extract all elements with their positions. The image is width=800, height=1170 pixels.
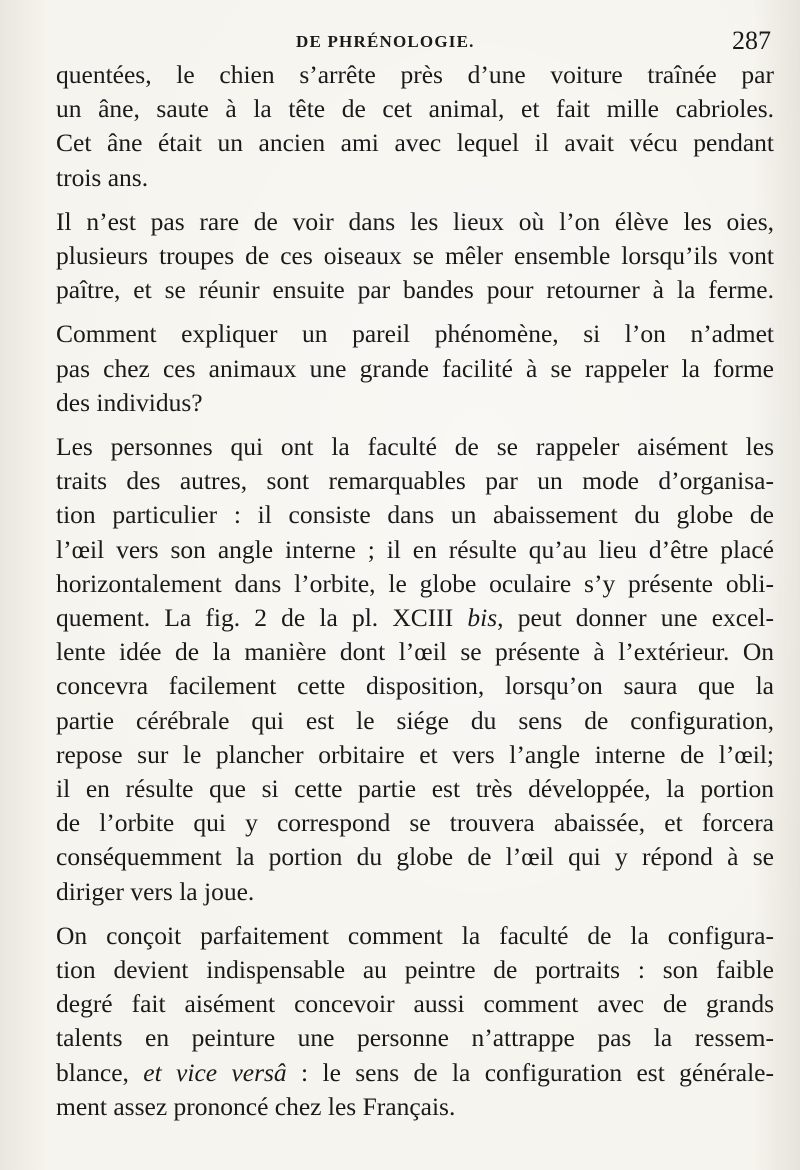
text-line: lente idée de la manière dont l’œil se présente à l’extérieur. On	[56, 637, 774, 667]
text-line: de l’orbite qui y correspond se trouvera abaissée, et forcera	[56, 808, 774, 838]
text-line: Cet âne était un ancien ami avec lequel il avait vécu pendant	[56, 128, 774, 158]
text-line: trois ans.	[56, 162, 149, 192]
text-line: repose sur le plancher orbitaire et vers l’angle interne de l’œil;	[56, 739, 774, 769]
text-line: quement. La fig. 2 de la pl. XCIII bis, peut donner une excel-	[56, 603, 775, 633]
running-head: DE PHRÉNOLOGIE.	[296, 32, 475, 51]
page-header	[0, 26, 800, 56]
text-line: Les personnes qui ont la faculté de se rappeler aisément les	[56, 432, 774, 462]
text-line: Comment expliquer un pareil phénomène, si l’on n’admet	[56, 319, 774, 349]
text-line: talents en peinture une personne n’attrappe pas la ressem-	[56, 1023, 774, 1053]
body-text	[56, 58, 774, 1134]
text-line: il en résulte que si cette partie est très développée, la portion	[56, 774, 774, 804]
text-line: concevra facilement cette disposition, lorsqu’on saura que la	[56, 671, 774, 701]
text-line: degré fait aisément concevoir aussi comment avec de grands	[56, 989, 774, 1019]
text-line: un âne, saute à la tête de cet animal, et fait mille cabrioles.	[56, 94, 774, 124]
paragraph-1	[56, 58, 774, 195]
text-line: tion devient indispensable au peintre de portraits : son faible	[56, 955, 774, 985]
paragraph-3	[56, 317, 774, 420]
text-line: plusieurs troupes de ces oiseaux se mêler ensemble lorsqu’ils vont	[56, 241, 774, 271]
page-number: 287	[732, 26, 771, 55]
text-line: l’œil vers son angle interne ; il en résulte qu’au lieu d’être placé	[56, 534, 774, 564]
text-line: On conçoit parfaitement comment la faculté de la configura-	[56, 920, 774, 950]
text-line: tion particulier : il consiste dans un abaissement du globe de	[56, 500, 774, 530]
text-line: horizontalement dans l’orbite, le globe oculaire s’y présente obli-	[56, 568, 774, 598]
text-line: Il n’est pas rare de voir dans les lieux où l’on élève les oies,	[56, 206, 774, 236]
text-line: ment assez prononcé chez les Français.	[56, 1091, 456, 1121]
text-line: conséquemment la portion du globe de l’œil qui y répond à se	[56, 842, 774, 872]
text-line: paître, et se réunir ensuite par bandes pour retourner à la ferme.	[56, 275, 774, 305]
text-line: partie cérébrale qui est le siége du sens de configuration,	[56, 705, 774, 735]
text-line: des individus?	[56, 387, 203, 417]
text-line: quentées, le chien s’arrête près d’une voiture traînée par	[56, 60, 774, 89]
text-line: blance, et vice versâ : le sens de la configuration est générale-	[56, 1057, 774, 1087]
text-line: pas chez ces animaux une grande facilité à se rappeler la forme	[56, 353, 774, 383]
paragraph-4	[56, 430, 774, 909]
text-line: diriger vers la joue.	[56, 876, 255, 906]
paragraph-2	[56, 205, 774, 308]
paragraph-5	[56, 919, 774, 1124]
text-line: traits des autres, sont remarquables par un mode d’organisa-	[56, 466, 774, 496]
